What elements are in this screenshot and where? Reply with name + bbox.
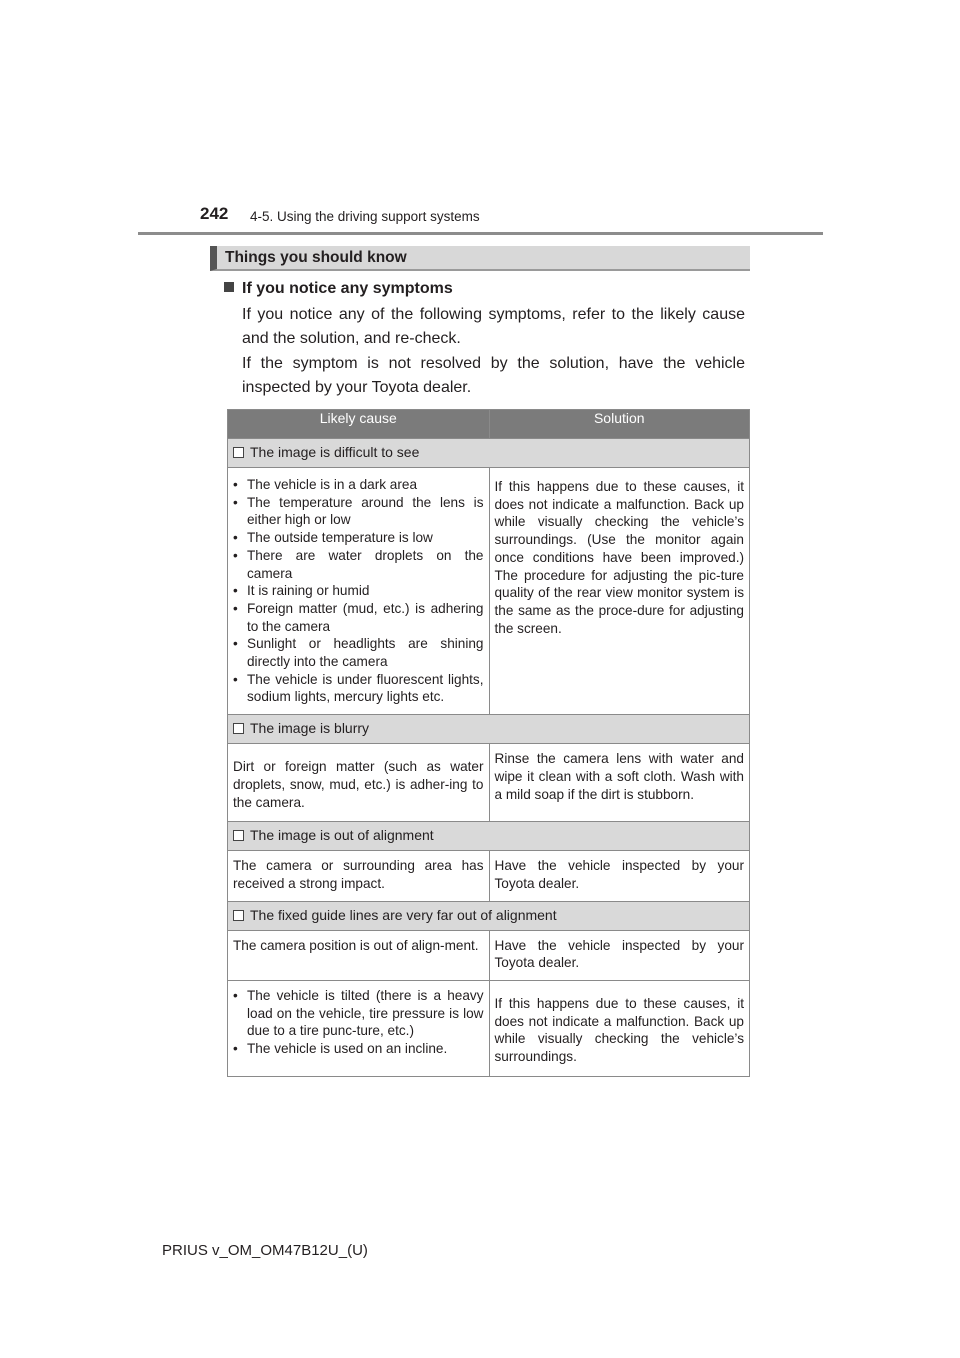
symptom-row: [228, 901, 750, 930]
cause-cell: Dirt or foreign matter (such as water droplets, snow, mud, etc.) is adher-ing to the camera.: [228, 744, 490, 822]
symptom-label: The image is out of alignment: [250, 827, 434, 844]
solution-cell: If this happens due to these causes, it does not indicate a malfunction. Back up while visually checking the vehicle’s surroundings. (Use the monitor again once conditions have been improved.) The procedure for adjusting the pic-ture quality of the rear view monitor system is the same as the proce-dure for adjusting the screen.: [489, 468, 750, 715]
square-bullet-icon: [224, 282, 234, 292]
table-row: [228, 930, 750, 980]
cause-list: [233, 476, 484, 706]
symptom-cell: [228, 901, 750, 930]
cause-item: • The vehicle is under fluorescent lights, sodium lights, mercury lights etc.: [233, 671, 484, 706]
cause-cell: The camera or surrounding area has received a strong impact.: [228, 851, 490, 901]
checkbox-square-icon: [233, 447, 244, 458]
symptoms-heading-text: If you notice any symptoms: [242, 280, 453, 297]
checkbox-square-icon: [233, 830, 244, 841]
symptom-row: [228, 715, 750, 744]
symptoms-heading: [224, 279, 453, 299]
cause-item: • The outside temperature is low: [233, 529, 484, 547]
solution-header: Solution: [489, 410, 750, 439]
cause-cell: The camera position is out of align-ment.: [228, 930, 490, 980]
symptom-row: [228, 439, 750, 468]
symptom-label: The image is blurry: [250, 720, 370, 737]
solution-cell: Have the vehicle inspected by your Toyota dealer.: [489, 851, 750, 901]
symptom-cell: [228, 439, 750, 468]
symptom-label: The fixed guide lines are very far out of alignment: [250, 906, 557, 923]
table-row: [228, 744, 750, 822]
symptom-cell: [228, 822, 750, 851]
dealer-paragraph: If the symptom is not resolved by the solution, have the vehicle inspected by your Toyota dealer.: [242, 355, 745, 396]
symptom-cell: [228, 715, 750, 744]
footer-document-code: PRIUS v_OM_OM47B12U_(U): [162, 1242, 368, 1259]
cause-item: • The vehicle is tilted (there is a heavy load on the vehicle, tire pressure is low due to a tire punc-ture, etc.): [233, 987, 484, 1040]
things-you-should-know-heading: Things you should know: [210, 246, 750, 271]
cause-item: • There are water droplets on the camera: [233, 547, 484, 582]
cause-item: • The temperature around the lens is either high or low: [233, 494, 484, 529]
likely-cause-header: Likely cause: [228, 410, 490, 439]
header-rule: [138, 232, 823, 235]
solution-cell: Have the vehicle inspected by your Toyota dealer.: [489, 930, 750, 980]
section-title: 4-5. Using the driving support systems: [250, 209, 480, 224]
table-row: [228, 981, 750, 1077]
solution-cell: Rinse the camera lens with water and wipe it clean with a soft cloth. Wash with a mild soap if the dirt is stubborn.: [489, 744, 750, 822]
cause-item: • Foreign matter (mud, etc.) is adhering to the camera: [233, 600, 484, 635]
cause-cell: [228, 468, 490, 715]
table-header-row: [228, 410, 750, 439]
cause-item: • It is raining or humid: [233, 582, 484, 600]
cause-item: • Sunlight or headlights are shining directly into the camera: [233, 635, 484, 670]
cause-list: [233, 987, 484, 1058]
symptom-label: The image is difficult to see: [250, 444, 420, 461]
table-row: [228, 851, 750, 901]
symptom-row: [228, 822, 750, 851]
table-row: [228, 468, 750, 715]
cause-cell: [228, 981, 490, 1077]
page-number: 242: [200, 204, 229, 223]
checkbox-square-icon: [233, 910, 244, 921]
intro-paragraph: If you notice any of the following symptoms, refer to the likely cause and the solution, and re-check.: [242, 306, 745, 347]
checkbox-square-icon: [233, 723, 244, 734]
symptoms-table: [227, 409, 750, 1077]
cause-item: • The vehicle is in a dark area: [233, 476, 484, 494]
cause-item: • The vehicle is used on an incline.: [233, 1040, 484, 1058]
solution-cell: If this happens due to these causes, it does not indicate a malfunction. Back up while visually checking the vehicle’s surroundings.: [489, 981, 750, 1077]
